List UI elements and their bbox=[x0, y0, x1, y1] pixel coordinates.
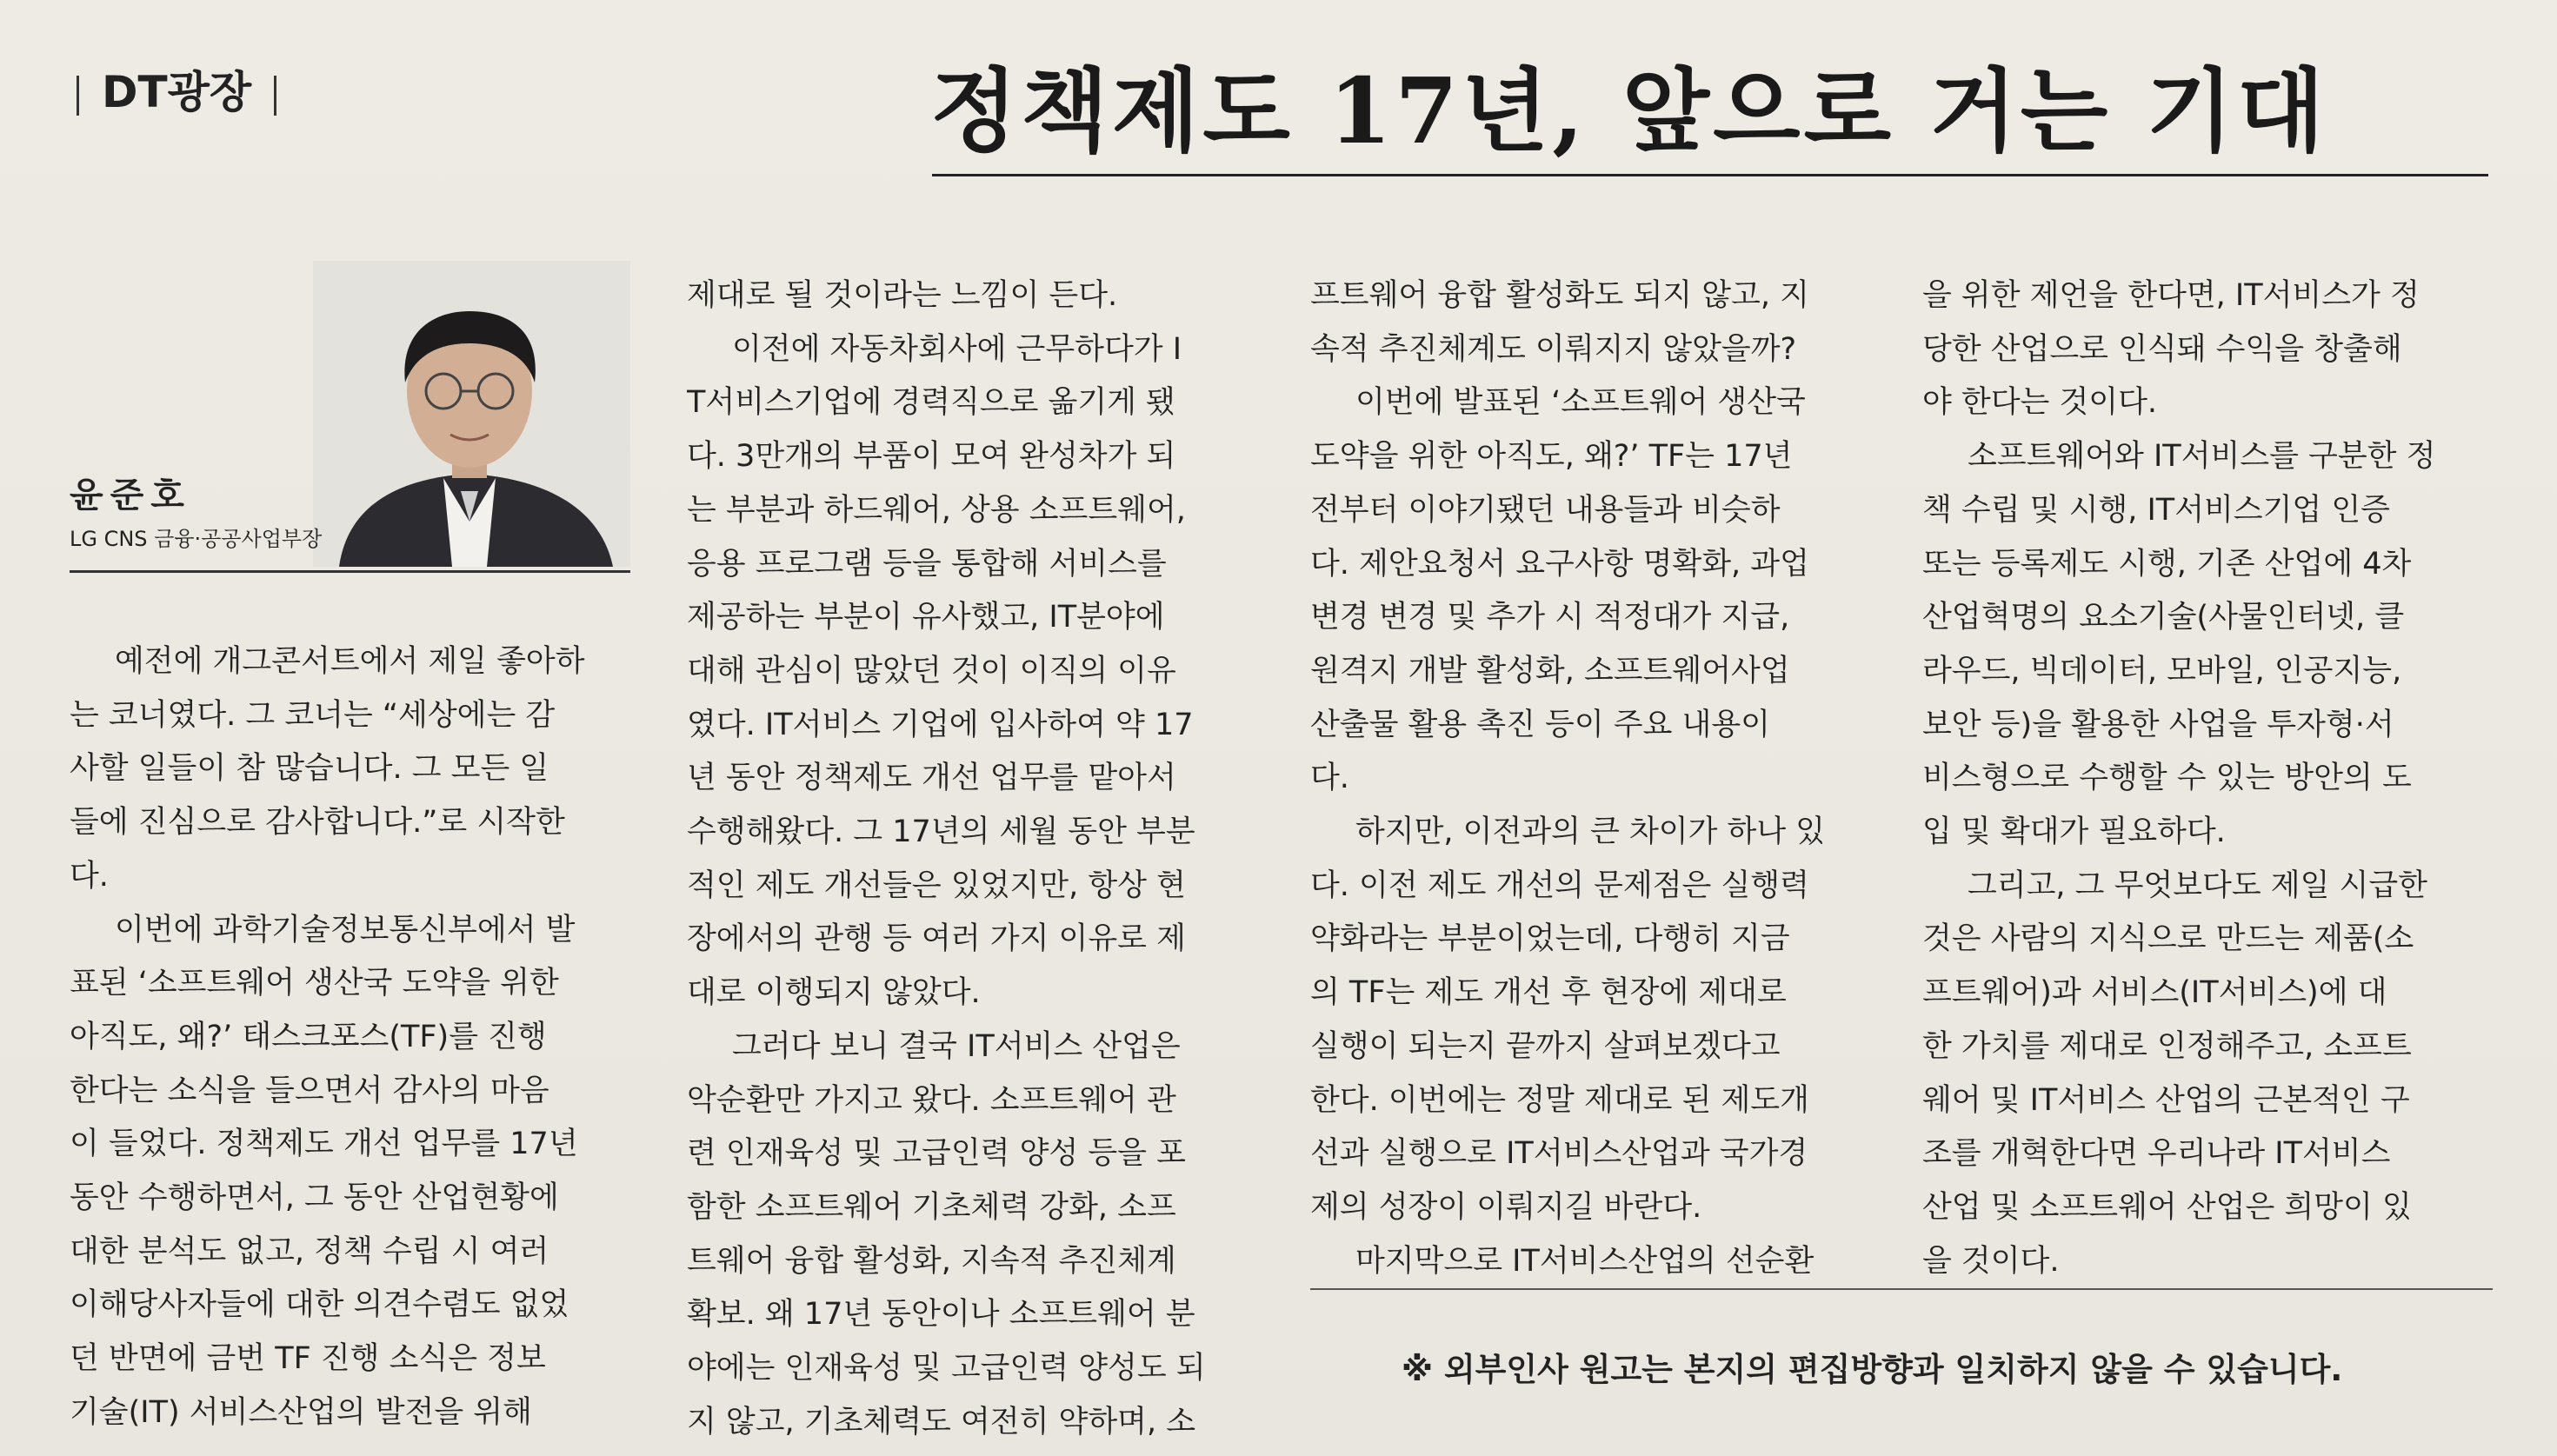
text-line: 트웨어 융합 활성화, 지속적 추진체계 bbox=[687, 1243, 1176, 1279]
text-line: 던 반면에 금번 TF 진행 소식은 정보 bbox=[70, 1341, 546, 1377]
text-line: 당한 산업으로 인식돼 수익을 창출해 bbox=[1922, 331, 2402, 367]
disclaimer: ※ 외부인사 원고는 본지의 편집방향과 일치하지 않을 수 있습니다. bbox=[1402, 1351, 2343, 1388]
text-line: 는 코너였다. 그 코너는 “세상에는 감 bbox=[70, 697, 556, 733]
text-line: 의 TF는 제도 개선 후 현장에 제대로 bbox=[1310, 975, 1787, 1011]
text-line: 프트웨어)과 서비스(IT서비스)에 대 bbox=[1922, 975, 2387, 1011]
text-line: 한 가치를 제대로 인정해주고, 소프트 bbox=[1922, 1028, 2412, 1064]
author-name: 윤준호 bbox=[70, 475, 191, 515]
text-line: 조를 개혁한다면 우리나라 IT서비스 bbox=[1922, 1136, 2391, 1172]
author-rule bbox=[70, 570, 630, 573]
text-line: 한다. 이번에는 정말 제대로 된 제도개 bbox=[1310, 1082, 1809, 1118]
text-line: 원격지 개발 활성화, 소프트웨어사업 bbox=[1310, 653, 1790, 688]
text-line: 그러다 보니 결국 IT서비스 산업은 bbox=[732, 1028, 1181, 1064]
text-line: 장에서의 관행 등 여러 가지 이유로 제 bbox=[687, 921, 1186, 957]
text-line: 변경 변경 및 추가 시 적정대가 지급, bbox=[1310, 600, 1790, 635]
text-line: 는 부분과 하드웨어, 상용 소프트웨어, bbox=[687, 492, 1186, 528]
text-line: 다. 이전 제도 개선의 문제점은 실행력 bbox=[1310, 868, 1809, 903]
text-line: 악순환만 가지고 왔다. 소프트웨어 관 bbox=[687, 1082, 1176, 1118]
text-line: 마지막으로 IT서비스산업의 선순환 bbox=[1355, 1243, 1815, 1279]
text-line: 전부터 이야기됐던 내용들과 비슷하 bbox=[1310, 492, 1781, 528]
text-line: 함한 소프트웨어 기초체력 강화, 소프 bbox=[687, 1189, 1176, 1225]
text-line: 표된 ‘소프트웨어 생산국 도약을 위한 bbox=[70, 966, 559, 1001]
headline-rule bbox=[932, 174, 2488, 176]
text-line: 제의 성장이 이뤄지길 바란다. bbox=[1310, 1189, 1702, 1225]
text-line: 라우드, 빅데이터, 모바일, 인공지능, bbox=[1922, 653, 2402, 688]
column-divider bbox=[1310, 1288, 2493, 1290]
text-line: 보안 등)을 활용한 사업을 투자형·서 bbox=[1922, 707, 2394, 742]
text-line: 약화라는 부분이었는데, 다행히 지금 bbox=[1310, 921, 1790, 957]
text-line: 다. 3만개의 부품이 모여 완성차가 되 bbox=[687, 439, 1176, 475]
author-photo bbox=[313, 261, 630, 567]
text-line: 을 것이다. bbox=[1922, 1243, 2060, 1279]
text-line: 제대로 될 것이라는 느낌이 든다. bbox=[687, 278, 1118, 313]
text-line: 야에는 인재육성 및 고급인력 양성도 되 bbox=[687, 1351, 1206, 1386]
text-line: 것은 사람의 지식으로 만드는 제품(소 bbox=[1922, 921, 2414, 957]
text-line: 다. bbox=[1310, 761, 1349, 796]
text-line: 이해당사자들에 대한 의견수렴도 없었 bbox=[70, 1287, 569, 1323]
author-role: LG CNS 금융·공공사업부장 bbox=[70, 527, 323, 551]
text-line: 도약을 위한 아직도, 왜?’ TF는 17년 bbox=[1310, 439, 1793, 475]
text-line: 대로 이행되지 않았다. bbox=[687, 975, 981, 1011]
text-line: 적인 제도 개선들은 있었지만, 항상 현 bbox=[687, 868, 1186, 903]
text-line: 제공하는 부분이 유사했고, IT분야에 bbox=[687, 600, 1165, 635]
text-line: 을 위한 제언을 한다면, IT서비스가 정 bbox=[1922, 278, 2420, 313]
text-line: 산업 및 소프트웨어 산업은 희망이 있 bbox=[1922, 1189, 2412, 1225]
article-column-2 bbox=[687, 269, 1248, 1449]
text-line: 대해 관심이 많았던 것이 이직의 이유 bbox=[687, 653, 1176, 688]
text-line: 한다는 소식을 들으면서 감사의 마음 bbox=[70, 1073, 549, 1108]
text-line: 수행해왔다. 그 17년의 세월 동안 부분 bbox=[687, 814, 1195, 850]
text-line: 동안 수행하면서, 그 동안 산업현황에 bbox=[70, 1180, 559, 1216]
text-line: 야 한다는 것이다. bbox=[1922, 385, 2158, 421]
text-line: 아직도, 왜?’ 태스크포스(TF)를 진행 bbox=[70, 1019, 547, 1054]
text-line: 년 동안 정책제도 개선 업무를 맡아서 bbox=[687, 761, 1176, 796]
text-line: 대한 분석도 없고, 정책 수립 시 여러 bbox=[70, 1233, 549, 1269]
text-line: 하지만, 이전과의 큰 차이가 하나 있 bbox=[1355, 814, 1826, 850]
text-line: 속적 추진체계도 이뤄지지 않았을까? bbox=[1310, 331, 1797, 367]
text-line: 이전에 자동차회사에 근무하다가 I bbox=[732, 331, 1182, 367]
text-line: 소프트웨어와 IT서비스를 구분한 정 bbox=[1968, 439, 2436, 475]
text-line: 선과 실행으로 IT서비스산업과 국가경 bbox=[1310, 1136, 1808, 1172]
text-line: 기술(IT) 서비스산업의 발전을 위해 bbox=[70, 1394, 532, 1430]
text-line: 산업혁명의 요소기술(사물인터넷, 클 bbox=[1922, 600, 2405, 635]
section-label: DT광장 bbox=[102, 67, 252, 117]
text-line: 웨어 및 IT서비스 산업의 근본적인 구 bbox=[1922, 1082, 2410, 1118]
text-line: 그리고, 그 무엇보다도 제일 시급한 bbox=[1968, 868, 2427, 903]
text-line: T서비스기업에 경력직으로 옮기게 됐 bbox=[687, 385, 1175, 421]
article-column-4 bbox=[1922, 269, 2483, 1288]
text-line: 련 인재육성 및 고급인력 양성 등을 포 bbox=[687, 1136, 1186, 1172]
text-line: 실행이 되는지 끝까지 살펴보겠다고 bbox=[1310, 1028, 1781, 1064]
text-line: 들에 진심으로 감사합니다.”로 시작한 bbox=[70, 805, 565, 841]
text-line: 이번에 과학기술정보통신부에서 발 bbox=[115, 912, 576, 947]
text-line: 다. bbox=[70, 858, 109, 894]
text-line: 응용 프로그램 등을 통합해 서비스를 bbox=[687, 546, 1167, 582]
article-column-1 bbox=[70, 635, 630, 1440]
author-portrait-image bbox=[313, 261, 630, 567]
text-line: 또는 등록제도 시행, 기존 산업에 4차 bbox=[1922, 546, 2412, 582]
headline: 정책제도 17년, 앞으로 거는 기대 bbox=[930, 57, 2328, 164]
text-line: 예전에 개그콘서트에서 제일 좋아하 bbox=[115, 644, 585, 679]
text-line: 책 수립 및 시행, IT서비스기업 인증 bbox=[1922, 492, 2390, 528]
text-line: 확보. 왜 17년 동안이나 소프트웨어 분 bbox=[687, 1297, 1195, 1333]
text-line: 입 및 확대가 필요하다. bbox=[1922, 814, 2226, 850]
text-line: 프트웨어 융합 활성화도 되지 않고, 지 bbox=[1310, 278, 1809, 313]
text-line: 사할 일들이 참 많습니다. 그 모든 일 bbox=[70, 751, 549, 787]
text-line: 비스형으로 수행할 수 있는 방안의 도 bbox=[1922, 761, 2412, 796]
section-tag bbox=[54, 57, 299, 120]
text-line: 다. 제안요청서 요구사항 명확화, 과업 bbox=[1310, 546, 1809, 582]
text-line: 산출물 활용 촉진 등이 주요 내용이 bbox=[1310, 707, 1770, 742]
text-line: 지 않고, 기초체력도 여전히 약하며, 소 bbox=[687, 1404, 1196, 1439]
text-line: 이 들었다. 정책제도 개선 업무를 17년 bbox=[70, 1127, 578, 1162]
text-line: 였다. IT서비스 기업에 입사하여 약 17 bbox=[687, 707, 1194, 742]
article-column-3 bbox=[1310, 269, 1871, 1288]
text-line: 이번에 발표된 ‘소프트웨어 생산국 bbox=[1355, 385, 1806, 421]
